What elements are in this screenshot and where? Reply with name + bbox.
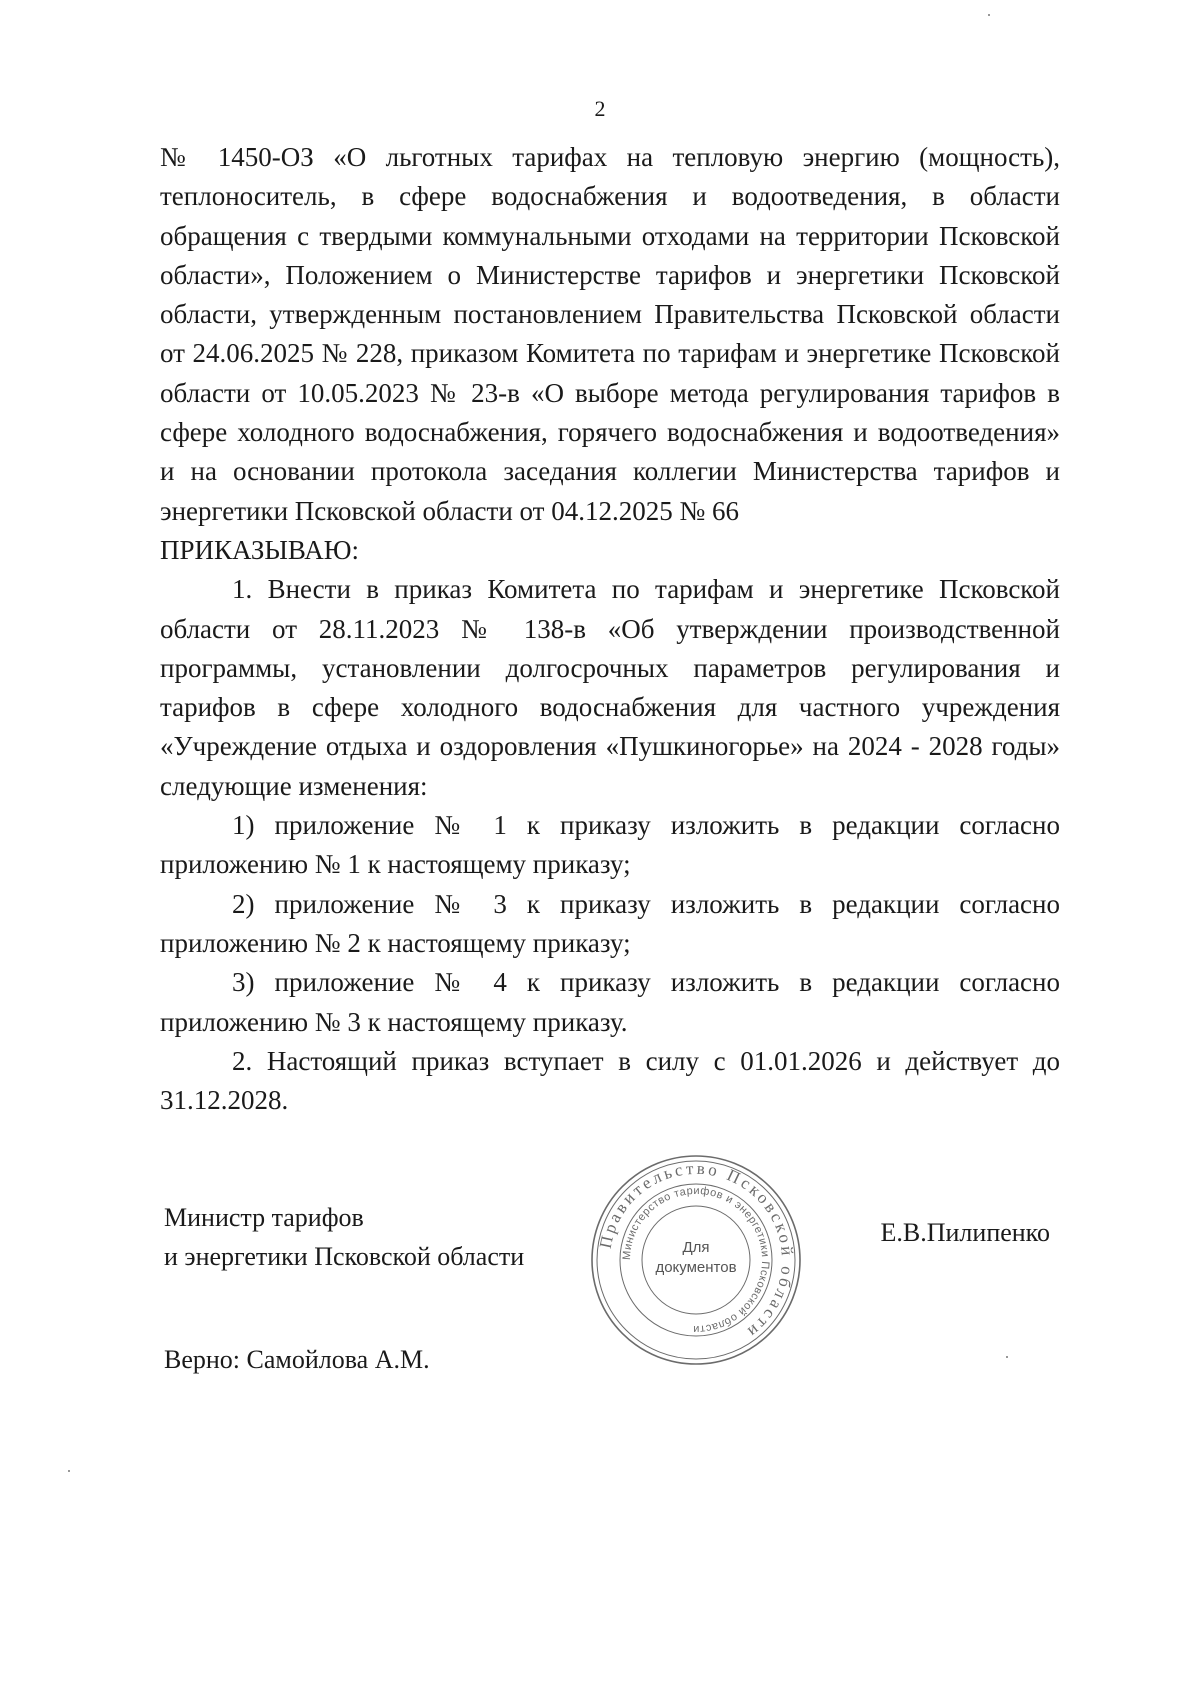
intro-paragraph: № 1450-ОЗ «О льготных тарифах на тепловую энергию (мощность), теплоноситель, в сфере водоснабжения и водоотведения, в области обращения с твердыми коммунальными отходами на территории Псковской области», Положением о Министерстве тарифов и энергетики Псковской области, утвержденным постановлением Правительства Псковской области от 24.06.2025 № 228, приказом Комитета по тарифам и энергетике Псковской области от 10.05.2023 № 23-в «О выборе метода регулирования тарифов в сфере холодного водоснабжения, горячего водоснабжения и водоотведения» и на основании протокола заседания коллегии Министерства тарифов и энергетики Псковской области от 04.12.2025 № 66 <box>160 142 1060 526</box>
order-item-2: 2. Настоящий приказ вступает в силу с 01.01.2026 и действует до 31.12.2028. <box>160 1045 1060 1116</box>
order-word: ПРИКАЗЫВАЮ: <box>160 534 359 565</box>
signer-position-line-1: Министр тарифов <box>164 1203 364 1232</box>
svg-text:Правительство Псковской област: Правительство Псковской области <box>595 1158 798 1344</box>
stamp-center-text <box>638 1238 754 1278</box>
page-number: 2 <box>594 96 606 121</box>
svg-text:Министерство тарифов и энергет: Министерство тарифов и энергетики Псковской области <box>620 1184 772 1336</box>
scan-speck <box>68 1470 70 1472</box>
order-item-1: 1. Внести в приказ Комитета по тарифам и энергетике Псковской области от 28.11.2023 № 138-в «Об утверждении производственной программы, установлении долгосрочных параметров регулирования и тарифов в сфере холодного водоснабжения для частного учреждения «Учреждение отдыха и оздоровления «Пушкиногорье» на 2024 - 2028 годы» следующие изменения: <box>160 574 1060 801</box>
scan-speck <box>1006 1356 1008 1358</box>
sub-item-2: 2) приложение № 3 к приказу изложить в редакции согласно приложению № 2 к настоящему приказу; <box>160 888 1060 958</box>
scan-speck <box>988 14 990 16</box>
document-body <box>160 138 1060 1120</box>
stamp-center-line-2: документов <box>655 1259 737 1276</box>
sub-item-3: 3) приложение № 4 к приказу изложить в редакции согласно приложению № 3 к настоящему приказу. <box>160 967 1060 1037</box>
signature-block <box>164 1198 524 1276</box>
sub-item-1: 1) приложение № 1 к приказу изложить в редакции согласно приложению № 1 к настоящему приказу; <box>160 810 1060 880</box>
signer-name: Е.В.Пилипенко <box>880 1218 1050 1247</box>
stamp-center-line-1: Для <box>682 1239 710 1256</box>
official-stamp <box>588 1152 804 1368</box>
certified-copy-note: Верно: Самойлова А.М. <box>164 1345 430 1374</box>
signer-position-line-2: и энергетики Псковской области <box>164 1242 525 1271</box>
